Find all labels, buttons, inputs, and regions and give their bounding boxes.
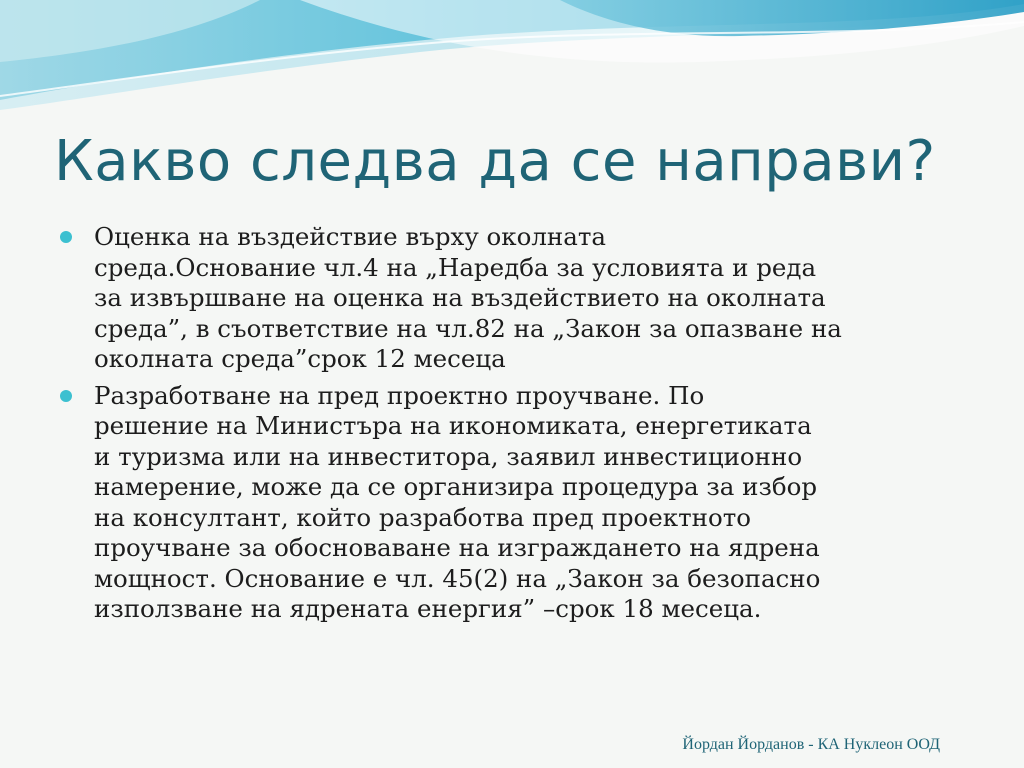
bullet-text: Разработване на пред проектно проучване. По решение на Министъра на икономиката, енергетиката и туризма или на инвеститора, заявил инвестиционно намерение, може да се организира процедура за избор на консултант, който разработва пред проектното проучване за обосноваване на изграждането на ядрена мощност. Основание е чл. 45(2) на „Закон за безопасно използване на ядрената енергия” –срок 18 месеца. (94, 380, 821, 623)
header-wave-decoration (0, 0, 1024, 120)
bullet-dot-icon (60, 231, 72, 243)
slide-title: Какво следва да се направи? (54, 129, 936, 194)
bullet-dot-icon (60, 390, 72, 402)
bullet-item (60, 222, 960, 375)
bullet-text: Оценка на въздействие върху околната среда.Основание чл.4 на „Наредба за условията и реда за извършване на оценка на въздействието на околната среда”, в съответствие на чл.82 на „Закон за опазване на околната среда”срок 12 месеца (94, 222, 842, 373)
bullet-item (60, 381, 960, 625)
slide-footer: Йордан Йорданов - КА Нуклеон ООД (682, 736, 940, 753)
bullet-list (60, 222, 960, 631)
